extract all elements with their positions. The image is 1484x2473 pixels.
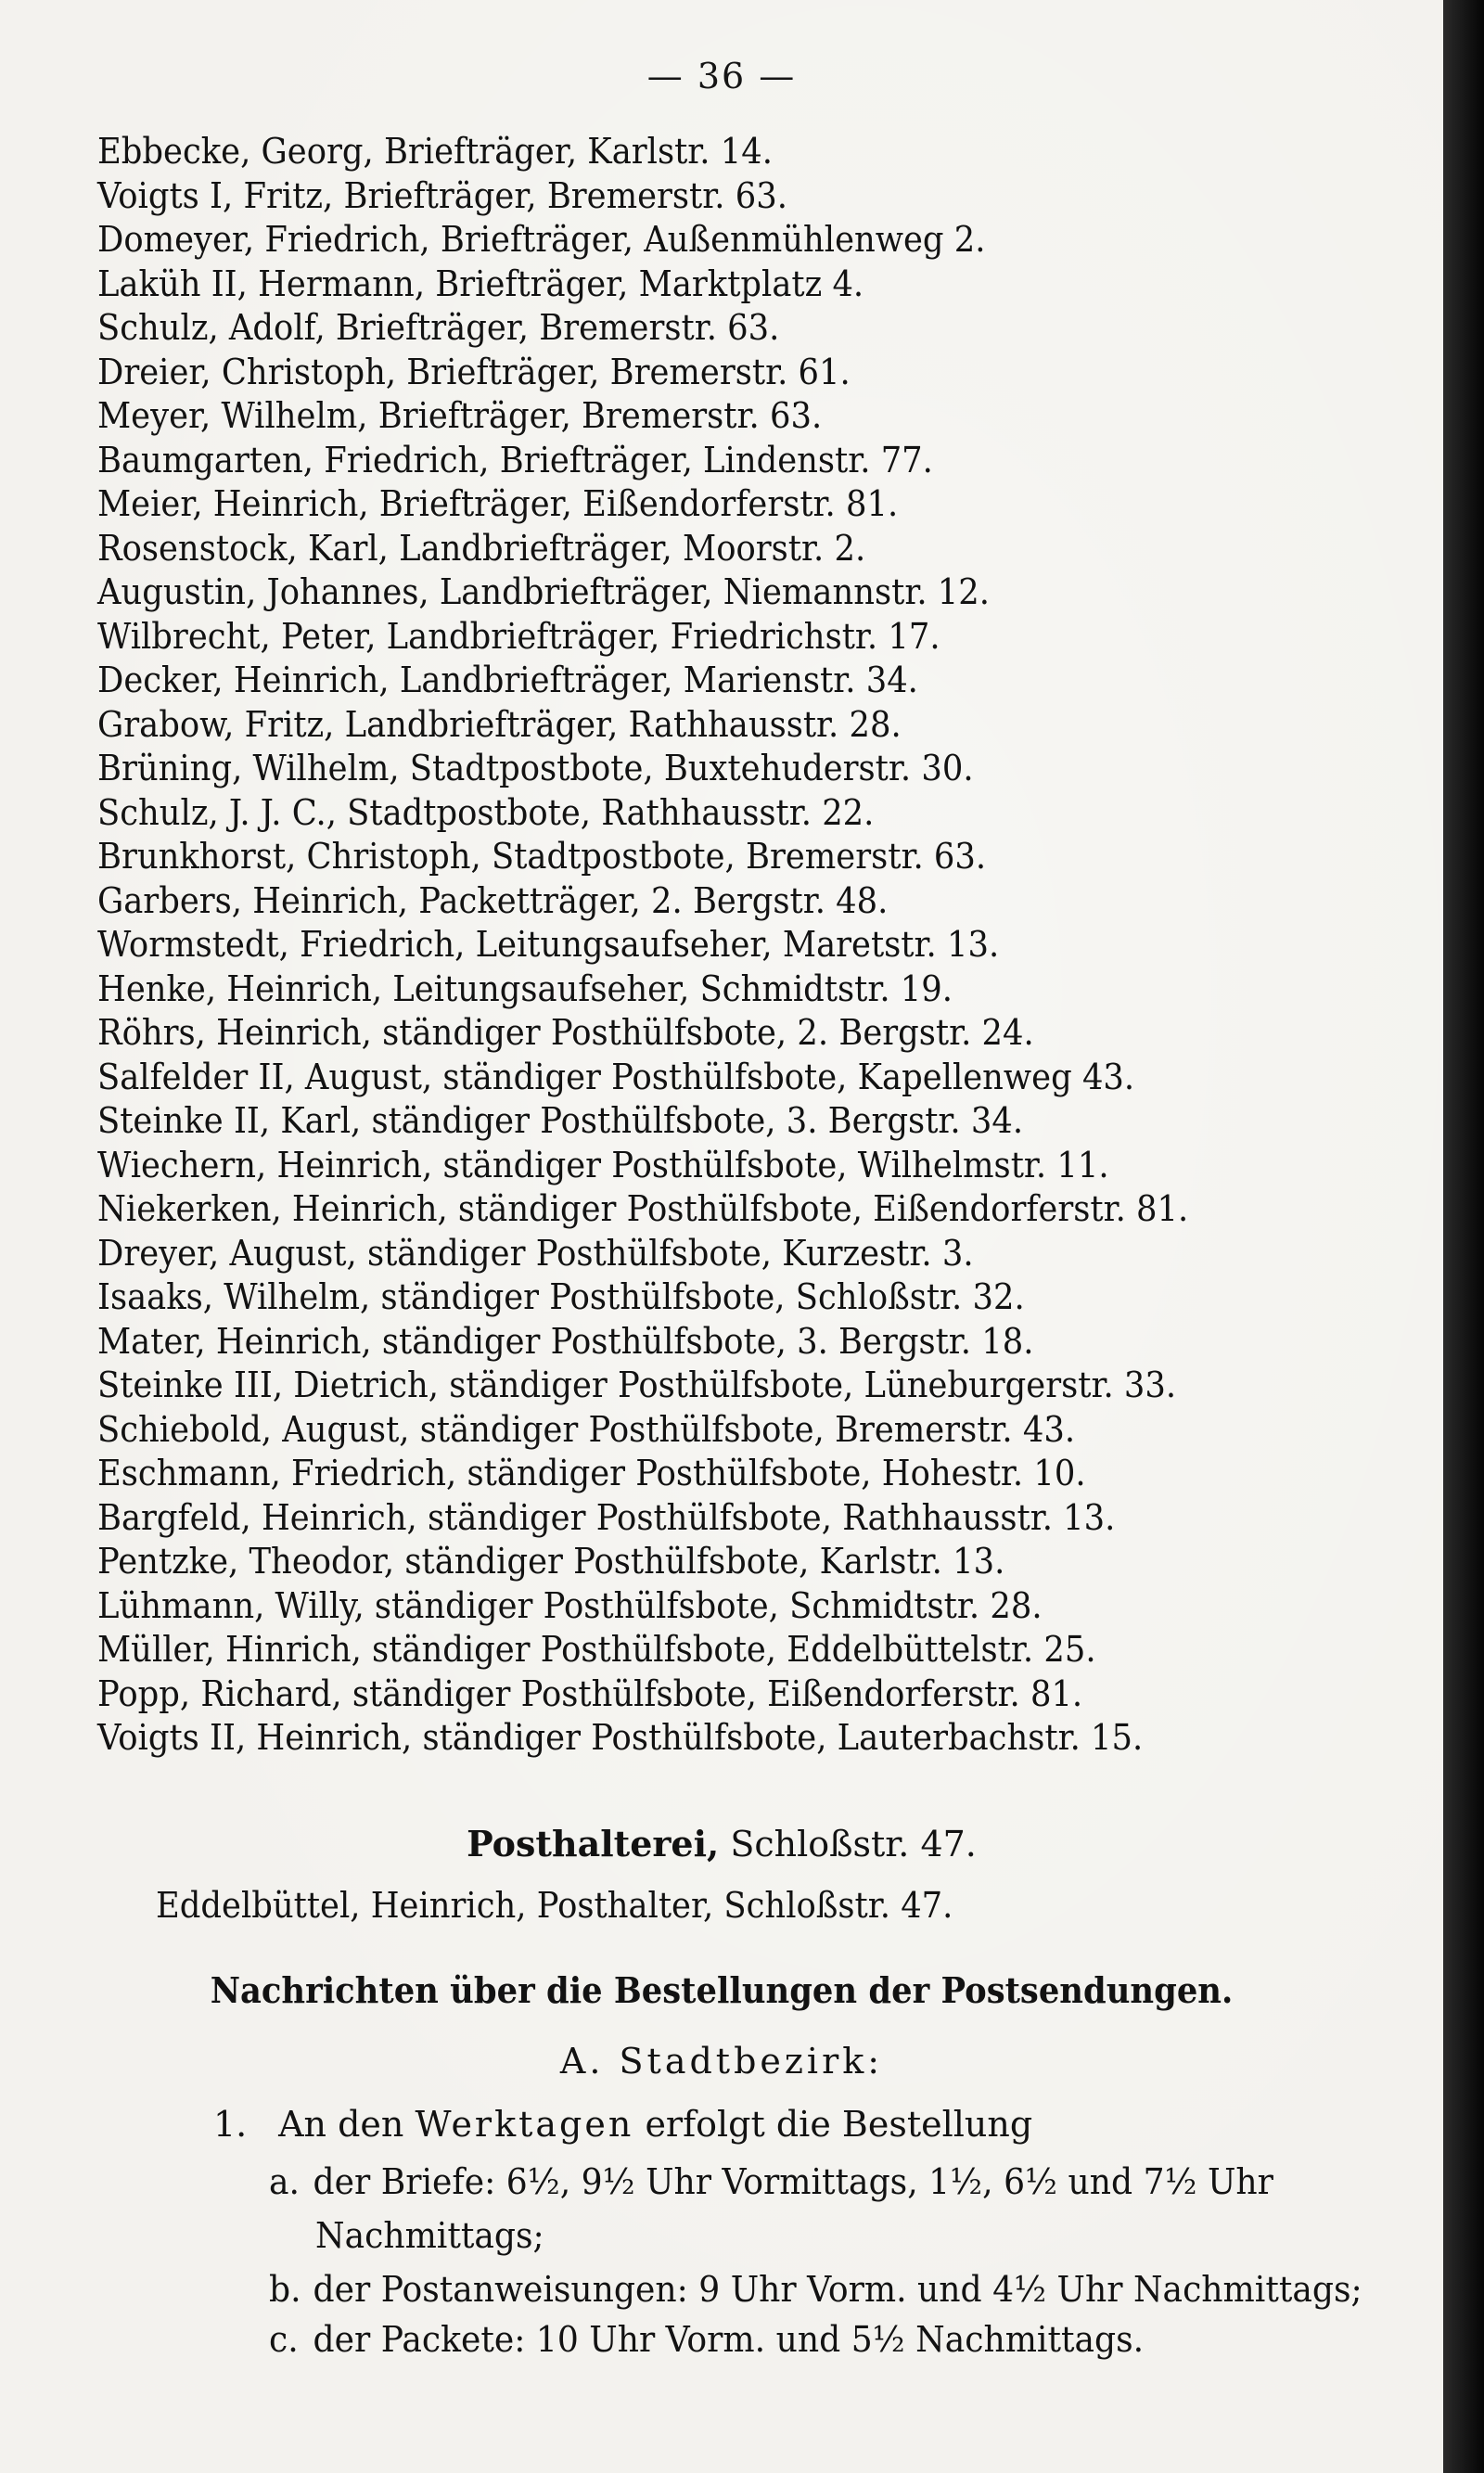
directory-entry: Brunkhorst, Christoph, Stadtpostbote, Bremerstr. 63. [97,836,987,877]
item-number: 1. [213,2104,248,2145]
directory-entry: Voigts II, Heinrich, ständiger Posthülfsbote, Lauterbachstr. 15. [97,1717,1144,1758]
directory-entry: Rosenstock, Karl, Landbriefträger, Moorstr. 2. [97,527,866,569]
directory-entry: Brüning, Wilhelm, Stadtpostbote, Buxtehuderstr. 30. [97,748,974,788]
directory-entry: Wiechern, Heinrich, ständiger Posthülfsbote, Wilhelmstr. 11. [97,1144,1109,1185]
directory-entry: Grabow, Fritz, Landbriefträger, Rathhausstr. 28. [97,703,902,745]
directory-entry: Müller, Hinrich, ständiger Posthülfsbote, Eddelbüttelstr. 25. [97,1629,1096,1670]
directory-entry: Schulz, J. J. C., Stadtpostbote, Rathhausstr. 22. [97,791,875,833]
directory-entry: Schulz, Adolf, Briefträger, Bremerstr. 63. [97,307,780,348]
directory-entry: Wormstedt, Friedrich, Leitungsaufseher, Maretstr. 13. [97,924,1000,965]
directory-entry: Ebbecke, Georg, Briefträger, Karlstr. 14. [97,131,773,172]
item-1b-letter: b. [269,2269,301,2310]
item-text-plain: An den [278,2104,404,2145]
directory-entry: Dreier, Christoph, Briefträger, Bremerstr. 61. [97,351,851,392]
directory-entry: Lühmann, Willy, ständiger Posthülfsbote, Schmidtstr. 28. [97,1584,1043,1626]
directory-entry: Baumgarten, Friedrich, Briefträger, Lindenstr. 77. [97,439,933,481]
section-title: Nachrichten über die Bestellungen der Postsendungen. [210,1969,1234,2011]
item-1b [269,2269,1362,2310]
directory-entry: Wilbrecht, Peter, Landbriefträger, Friedrichstr. 17. [97,615,940,657]
item-1c-letter: c. [269,2319,299,2360]
posthalter-entry: Eddelbüttel, Heinrich, Posthalter, Schloßstr. 47. [156,1885,953,1926]
directory-entry: Bargfeld, Heinrich, ständiger Posthülfsbote, Rathhausstr. 13. [97,1496,1116,1538]
directory-entry: Popp, Richard, ständiger Posthülfsbote, Eißendorferstr. 81. [97,1672,1083,1714]
posthalterei-heading-line [0,1823,1443,1864]
directory-entry: Salfelder II, August, ständiger Posthülfsbote, Kapellenweg 43. [97,1056,1135,1097]
directory-entry: Eschmann, Friedrich, ständiger Posthülfsbote, Hohestr. 10. [97,1453,1086,1493]
item-1c-text: der Packete: 10 Uhr Vorm. und 5½ Nachmittags. [313,2319,1145,2360]
page-number: — 36 — [646,56,797,96]
page-edge-shadow [1443,0,1484,2473]
directory-entry: Laküh II, Hermann, Briefträger, Marktplatz 4. [97,263,864,304]
posthalterei-heading: Posthalterei, [467,1823,720,1864]
directory-entry: Henke, Heinrich, Leitungsaufseher, Schmidtstr. 19. [97,967,953,1009]
item-1c [269,2319,1144,2360]
directory-entry: Mater, Heinrich, ständiger Posthülfsbote, 3. Bergstr. 18. [97,1320,1034,1362]
subsection-heading: A. Stadtbezirk: [559,2041,884,2082]
directory-entry: Röhrs, Heinrich, ständiger Posthülfsbote, 2. Bergstr. 24. [97,1012,1034,1053]
directory-entry: Steinke II, Karl, ständiger Posthülfsbote, 3. Bergstr. 34. [97,1100,1024,1141]
item-text-spaced: Werktagen [415,2104,634,2145]
item-1a [269,2161,1273,2202]
directory-entry: Schiebold, August, ständiger Posthülfsbote, Bremerstr. 43. [97,1408,1076,1450]
directory-entry: Voigts I, Fritz, Briefträger, Bremerstr. 63. [97,174,787,216]
directory-entry: Augustin, Johannes, Landbriefträger, Niemannstr. 12. [97,571,991,612]
item-1 [213,2104,1032,2145]
directory-entry: Niekerken, Heinrich, ständiger Posthülfsbote, Eißendorferstr. 81. [97,1188,1189,1229]
directory-entry: Garbers, Heinrich, Packetträger, 2. Bergstr. 48. [97,879,889,921]
directory-entry: Isaaks, Wilhelm, ständiger Posthülfsbote, Schloßstr. 32. [97,1276,1025,1317]
directory-entry: Decker, Heinrich, Landbriefträger, Marienstr. 34. [97,660,918,700]
item-text-rest: erfolgt die Bestellung [645,2104,1033,2145]
item-1a-text: der Briefe: 6½, 9½ Uhr Vormittags, 1½, 6½ und 7½ Uhr [313,2161,1273,2202]
directory-entry: Meyer, Wilhelm, Briefträger, Bremerstr. 63. [97,395,823,436]
item-1a-continuation: Nachmittags; [315,2215,544,2256]
directory-entry: Meier, Heinrich, Briefträger, Eißendorferstr. 81. [97,483,899,524]
item-1a-letter: a. [269,2161,300,2202]
directory-entry: Dreyer, August, ständiger Posthülfsbote, Kurzestr. 3. [97,1232,974,1274]
directory-list [97,130,1414,1761]
posthalterei-address: Schloßstr. 47. [730,1824,977,1864]
directory-entry: Domeyer, Friedrich, Briefträger, Außenmühlenweg 2. [97,219,986,260]
directory-entry: Pentzke, Theodor, ständiger Posthülfsbote, Karlstr. 13. [97,1541,1005,1582]
directory-entry: Steinke III, Dietrich, ständiger Posthülfsbote, Lüneburgerstr. 33. [97,1365,1177,1405]
item-1b-text: der Postanweisungen: 9 Uhr Vorm. und 4½ Uhr Nachmittags; [313,2269,1362,2310]
